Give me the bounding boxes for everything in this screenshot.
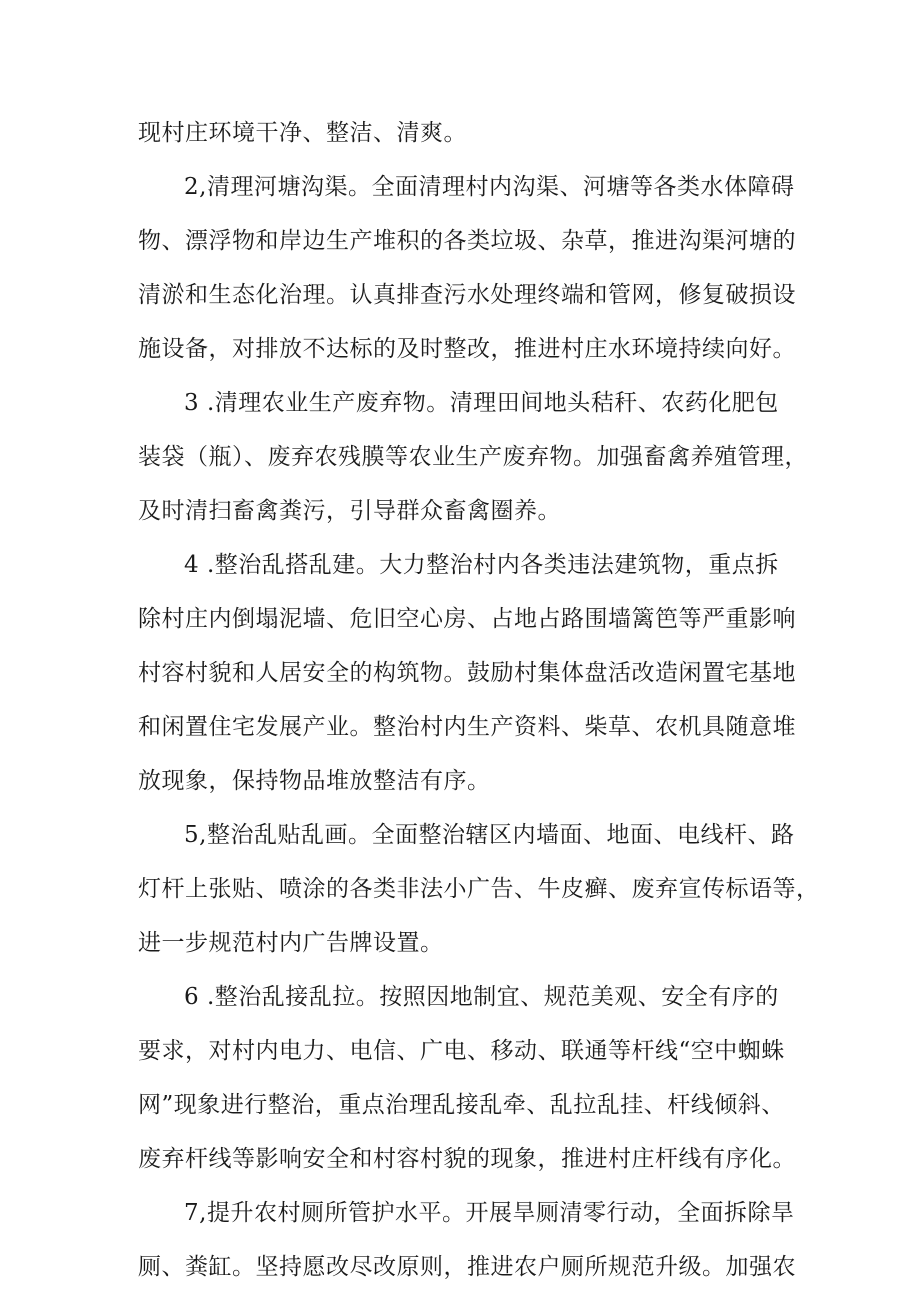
paragraph-3 — [138, 376, 808, 538]
text-line: 除村庄内倒塌泥墙、危旧空心房、占地占路围墙篱笆等严重影响 — [138, 606, 796, 632]
text-line: 5,整治乱贴乱画。全面整治辖区内墙面、地面、电线杆、路 — [184, 822, 795, 848]
text-line: 3 .清理农业生产废弃物。清理田间地头秸秆、农药化肥包 — [184, 390, 779, 416]
paragraph-7 — [138, 1186, 796, 1294]
text-line: 废弃杆线等影响安全和村容村貌的现象，推进村庄杆线有序化。 — [138, 1146, 796, 1172]
text-line: 网”现象进行整治，重点治理乱接乱牵、乱拉乱挂、杆线倾斜、 — [138, 1092, 785, 1118]
paragraph-6 — [138, 970, 796, 1186]
text-line: 放现象，保持物品堆放整洁有序。 — [138, 768, 491, 794]
document-body — [138, 106, 820, 1294]
text-line: 现村庄环境干净、整洁、清爽。 — [138, 120, 467, 146]
text-line: 厕、粪缸。坚持愿改尽改原则，推进农户厕所规范升级。加强农 — [138, 1254, 796, 1280]
text-line: 进一步规范村内广告牌设置。 — [138, 930, 444, 956]
text-line: 施设备，对排放不达标的及时整改，推进村庄水环境持续向好。 — [138, 336, 796, 362]
paragraph-2 — [138, 160, 796, 376]
text-line: 物、漂浮物和岸边生产堆积的各类垃圾、杂草，推进沟渠河塘的 — [138, 228, 796, 254]
text-line: 装袋（瓶）、废弃农残膜等农业生产废弃物。加强畜禽养殖管理， — [138, 444, 808, 470]
text-line: 要求，对村内电力、电信、广电、移动、联通等杆线“空中蜘蛛 — [138, 1038, 785, 1064]
paragraph-4 — [138, 538, 796, 808]
text-line: 2,清理河塘沟渠。全面清理村内沟渠、河塘等各类水体障碍 — [184, 174, 795, 200]
text-line: 6 .整治乱接乱拉。按照因地制宜、规范美观、安全有序的 — [184, 984, 779, 1010]
paragraph-1 — [138, 106, 788, 160]
text-line: 7,提升农村厕所管护水平。开展旱厕清零行动，全面拆除旱 — [184, 1200, 795, 1226]
paragraph-5 — [138, 808, 820, 970]
text-line: 及时清扫畜禽粪污，引导群众畜禽圈养。 — [138, 498, 561, 524]
text-line: 村容村貌和人居安全的构筑物。鼓励村集体盘活改造闲置宅基地 — [138, 660, 796, 686]
text-line: 灯杆上张贴、喷涂的各类非法小广告、牛皮癣、废弃宣传标语等， — [138, 876, 820, 902]
text-line: 和闲置住宅发展产业。整治村内生产资料、柴草、农机具随意堆 — [138, 714, 796, 740]
text-line: 4 .整治乱搭乱建。大力整治村内各类违法建筑物，重点拆 — [184, 552, 779, 578]
text-line: 清淤和生态化治理。认真排查污水处理终端和管网，修复破损设 — [138, 282, 796, 308]
